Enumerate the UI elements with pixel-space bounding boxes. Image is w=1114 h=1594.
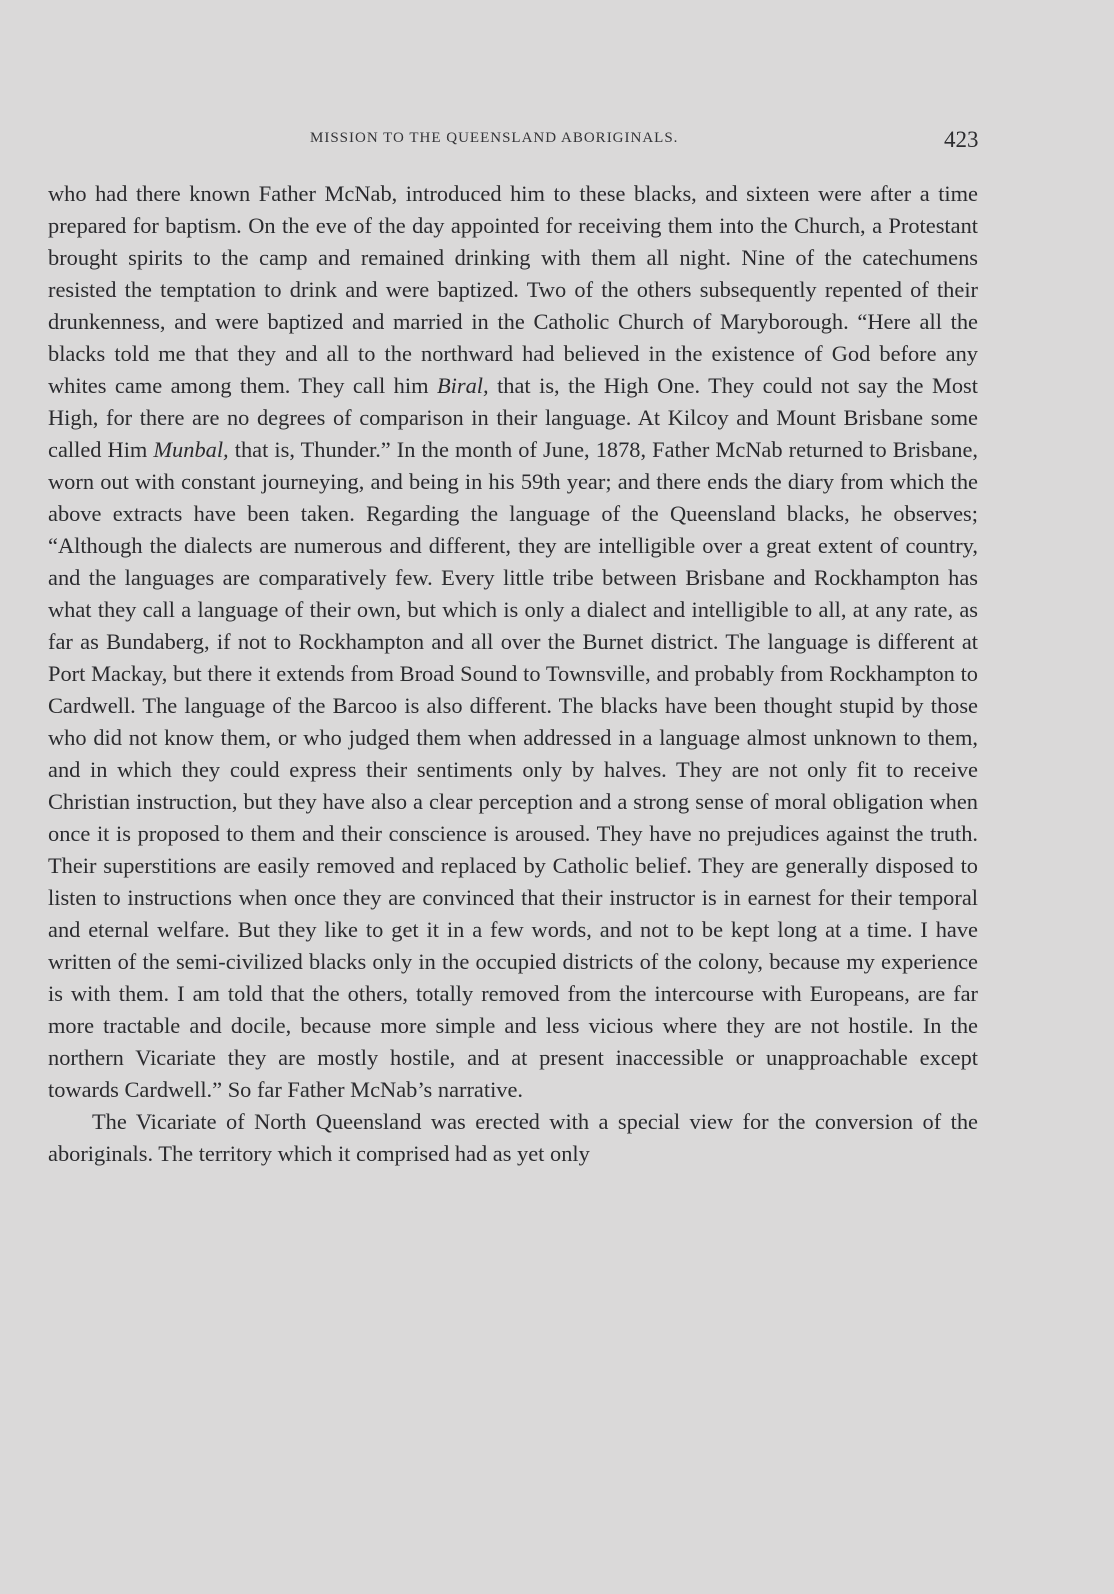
text-segment: who had there known Father McNab, introduced him to these blacks, and sixteen were after a time prepared for baptism. On the eve of the day appointed for receiving them into the Church, a Protestant brought spirits to the camp and remained drinking with them all night. Nine of the catechumens resisted the temptation to drink and were baptized. Two of the others subsequently repented of their drunkenness, and were baptized and married in the Catholic Church of Maryborough. “Here all the blacks told me that they and all to the northward had believed in the existence of God before any whites came among them. They call him: [48, 181, 978, 398]
italic-term-munbal: Munbal,: [153, 437, 229, 462]
page-number: 423: [944, 127, 979, 152]
body-text: [48, 178, 978, 1170]
text-segment: that is, Thunder.” In the month of June, 1878, Father McNab returned to Brisbane, worn out with constant journeying, and being in his 59th year; and there ends the diary from which the above extracts have been taken. Regarding the language of the Queensland blacks, he observes; “Although the dialects are numerous and different, they are intelligible over a great extent of country, and the languages are comparatively few. Every little tribe between Brisbane and Rockhampton has what they call a language of their own, but which is only a dialect and intelligible to all, at any rate, as far as Bundaberg, if not to Rockhampton and all over the Burnet district. The language is different at Port Mackay, but there it extends from Broad Sound to Townsville, and probably from Rockhampton to Cardwell. The language of the Barcoo is also different. The blacks have been thought stupid by those who did not know them, or who judged them when addressed in a language almost unknown to them, and in which they could express their sentiments only by halves. They are not only fit to receive Christian instruction, but they have also a clear perception and a strong sense of moral obligation when once it is proposed to them and their conscience is aroused. They have no prejudices against the truth. Their superstitions are easily removed and replaced by Catholic belief. They are generally disposed to listen to instructions when once they are convinced that their instructor is in earnest for their temporal and eternal welfare. But they like to get it in a few words, and not to be kept long at a time. I have written of the semi-civilized blacks only in the occupied districts of the colony, because my experience is with them. I am told that the others, totally removed from the intercourse with Europeans, are far more tractable and docile, because more simple and less vicious where they are not hostile. In the northern Vicariate they are mostly hostile, and at present inaccessible or unapproachable except towards Cardwell.” So far Father McNab’s narrative.: [48, 437, 978, 1102]
paragraph-2: [48, 1106, 978, 1170]
running-head: MISSION TO THE QUEENSLAND ABORIGINALS.: [310, 130, 679, 146]
text-segment: that is, the High One. They could not say the Most High, for there are no degrees of comparison in their language. At Kilcoy and Mount Brisbane some called Him: [48, 373, 978, 462]
text-segment: The Vicariate of North Queensland was erected with a special view for the conversion of the aboriginals. The territory which it comprised had as yet only: [48, 1109, 978, 1166]
italic-term-biral: Biral,: [436, 373, 489, 398]
paragraph-1: [48, 178, 978, 1106]
